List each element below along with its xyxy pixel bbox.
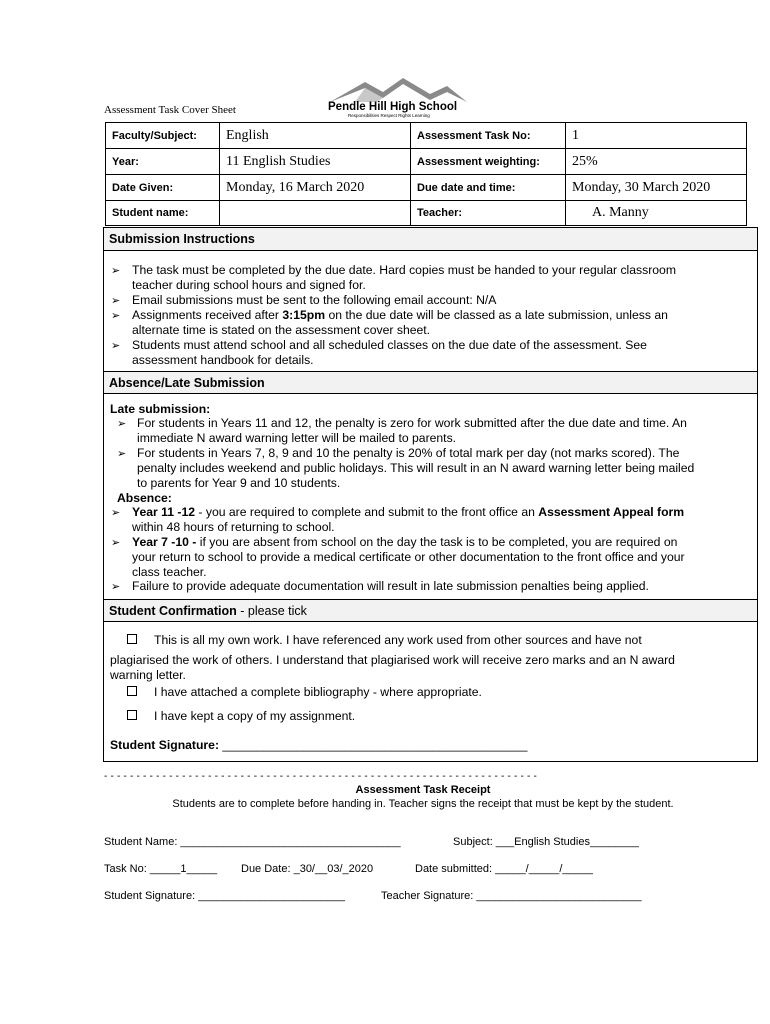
receipt-subtitle: Students are to complete before handing in. Teacher signs the receipt that must be kept by the student. [172,798,674,810]
receipt-subject[interactable]: Subject: ___English Studies________ [453,836,639,848]
bullet-arrow-icon: ➢ [117,418,127,430]
receipt-title: Assessment Task Receipt [355,784,491,796]
weighting-value[interactable]: 25% [566,149,747,175]
school-logo [325,74,470,120]
receipt-date-submitted[interactable]: Date submitted: _____/_____/_____ [415,863,593,875]
receipt-teacher-signature[interactable]: Teacher Signature: ___________________________ [381,890,642,902]
bullet-arrow-icon: ➢ [111,265,121,277]
bullet-arrow-icon: ➢ [111,507,121,519]
bullet-arrow-icon: ➢ [111,310,121,322]
year-11-12: Year 11 -12 [132,505,196,519]
absence-line: Failure to provide adequate documentation will result in late submission penalties being applied. [132,579,649,593]
absence-line: class teacher. [132,565,207,579]
submission-line: Email submissions must be sent to the following email account: N/A [132,293,497,307]
table-row [106,123,747,149]
confirmation-line: warning letter. [110,668,186,682]
school-motto: Responsibilities Respect Rights Learning [348,113,430,118]
task-no-value[interactable]: 1 [566,123,747,149]
student-name-field[interactable] [220,201,411,226]
student-name-label: Student name: [106,201,220,226]
appeal-form: Assessment Appeal form [538,505,685,519]
confirmation-line: I have kept a copy of my assignment. [154,709,356,723]
absence-line: within 48 hours of returning to school. [132,520,335,534]
own-work-checkbox[interactable] [127,634,137,644]
table-row [106,149,747,175]
absence-text: if you are absent from school on the day the task is to be completed, you are required on [196,535,678,549]
confirmation-line: plagiarised the work of others. I understand that plagiarised work will receive zero marks and an N award [110,653,675,667]
absence-line [132,505,684,520]
date-given-label: Date Given: [106,175,220,201]
late-time: 3:15pm [282,308,326,322]
bullet-arrow-icon: ➢ [111,537,121,549]
late-submission-heading: Late submission: [110,402,211,416]
year-value[interactable]: 11 English Studies [220,149,411,175]
teacher-value[interactable]: A. Manny [566,201,747,226]
signature-line[interactable]: _____________________________________________ [222,738,528,752]
year-label: Year: [106,149,220,175]
late-line: to parents for Year 9 and 10 students. [137,476,341,490]
school-name: Pendle Hill High School [328,101,458,113]
absence-heading: Absence/Late Submission [104,371,757,394]
due-date-label: Due date and time: [411,175,566,201]
bullet-arrow-icon: ➢ [117,448,127,460]
signature-label: Student Signature: [110,738,220,752]
late-line: immediate N award warning letter will be mailed to parents. [137,431,457,445]
bullet-arrow-icon: ➢ [111,340,121,352]
late-line: For students in Years 7, 8, 9 and 10 the penalty is 20% of total mark per day (not marks scored). The [137,446,680,460]
confirmation-line: I have attached a complete bibliography - where appropriate. [154,685,482,699]
instructions-box [103,227,758,762]
submission-line: assessment handbook for details. [132,353,314,367]
confirmation-note: - please tick [236,604,307,618]
receipt-task-no[interactable]: Task No: _____1_____ [104,863,218,875]
late-text: Assignments received after [132,308,283,322]
absence-line: your return to school to provide a medical certificate or other documentation to the front office and your [132,550,685,564]
bullet-arrow-icon: ➢ [111,295,121,307]
late-line: penalty includes weekend and public holidays. This will result in an N award warning letter being mailed [137,461,695,475]
copy-kept-checkbox[interactable] [127,710,137,720]
due-date-value[interactable]: Monday, 30 March 2020 [566,175,747,201]
late-text-rest: on the due date will be classed as a late submission, unless an [325,308,668,322]
late-line: For students in Years 11 and 12, the penalty is zero for work submitted after the due date and time. An [137,416,687,430]
weighting-label: Assessment weighting: [411,149,566,175]
cut-line: - - - - - - - - - - - - - - - - - - - - - - - - - - - - - - - - - - - - - - - - - - - - - - - - - - - - - - - - - - - - - - - - - - - [104,771,538,782]
submission-line: alternate time is stated on the assessment cover sheet. [132,323,431,337]
signature-row [110,738,527,753]
confirmation-heading [104,599,757,622]
submission-line: Students must attend school and all scheduled classes on the due date of the assessment. See [132,338,647,352]
submission-line: The task must be completed by the due date. Hard copies must be handed to your regular classroom [132,263,676,277]
submission-line [132,308,668,323]
table-row [106,175,747,201]
task-no-label: Assessment Task No: [411,123,566,149]
year-7-10: Year 7 -10 - [132,535,197,549]
absence-subheading: Absence: [117,491,172,505]
receipt-student-signature[interactable]: Student Signature: ________________________ [104,890,346,902]
receipt-student-name[interactable]: Student Name: ____________________________________ [104,836,401,848]
teacher-label: Teacher: [411,201,566,226]
submission-line: teacher during school hours and signed for. [132,278,366,292]
confirmation-title: Student Confirmation [109,604,237,618]
faculty-value[interactable]: English [220,123,411,149]
bibliography-checkbox[interactable] [127,686,137,696]
submission-heading: Submission Instructions [104,228,757,251]
confirmation-line: This is all my own work. I have referenced any work used from other sources and have not [154,633,642,647]
date-given-value[interactable]: Monday, 16 March 2020 [220,175,411,201]
faculty-label: Faculty/Subject: [106,123,220,149]
assessment-details-table [105,122,747,226]
receipt-due-date[interactable]: Due Date: _30/__03/_2020 [241,863,374,875]
sheet-title: Assessment Task Cover Sheet [104,104,236,116]
absence-text: - you are required to complete and submit to the front office an [195,505,539,519]
absence-line [132,535,677,550]
bullet-arrow-icon: ➢ [111,581,121,593]
table-row [106,201,747,226]
